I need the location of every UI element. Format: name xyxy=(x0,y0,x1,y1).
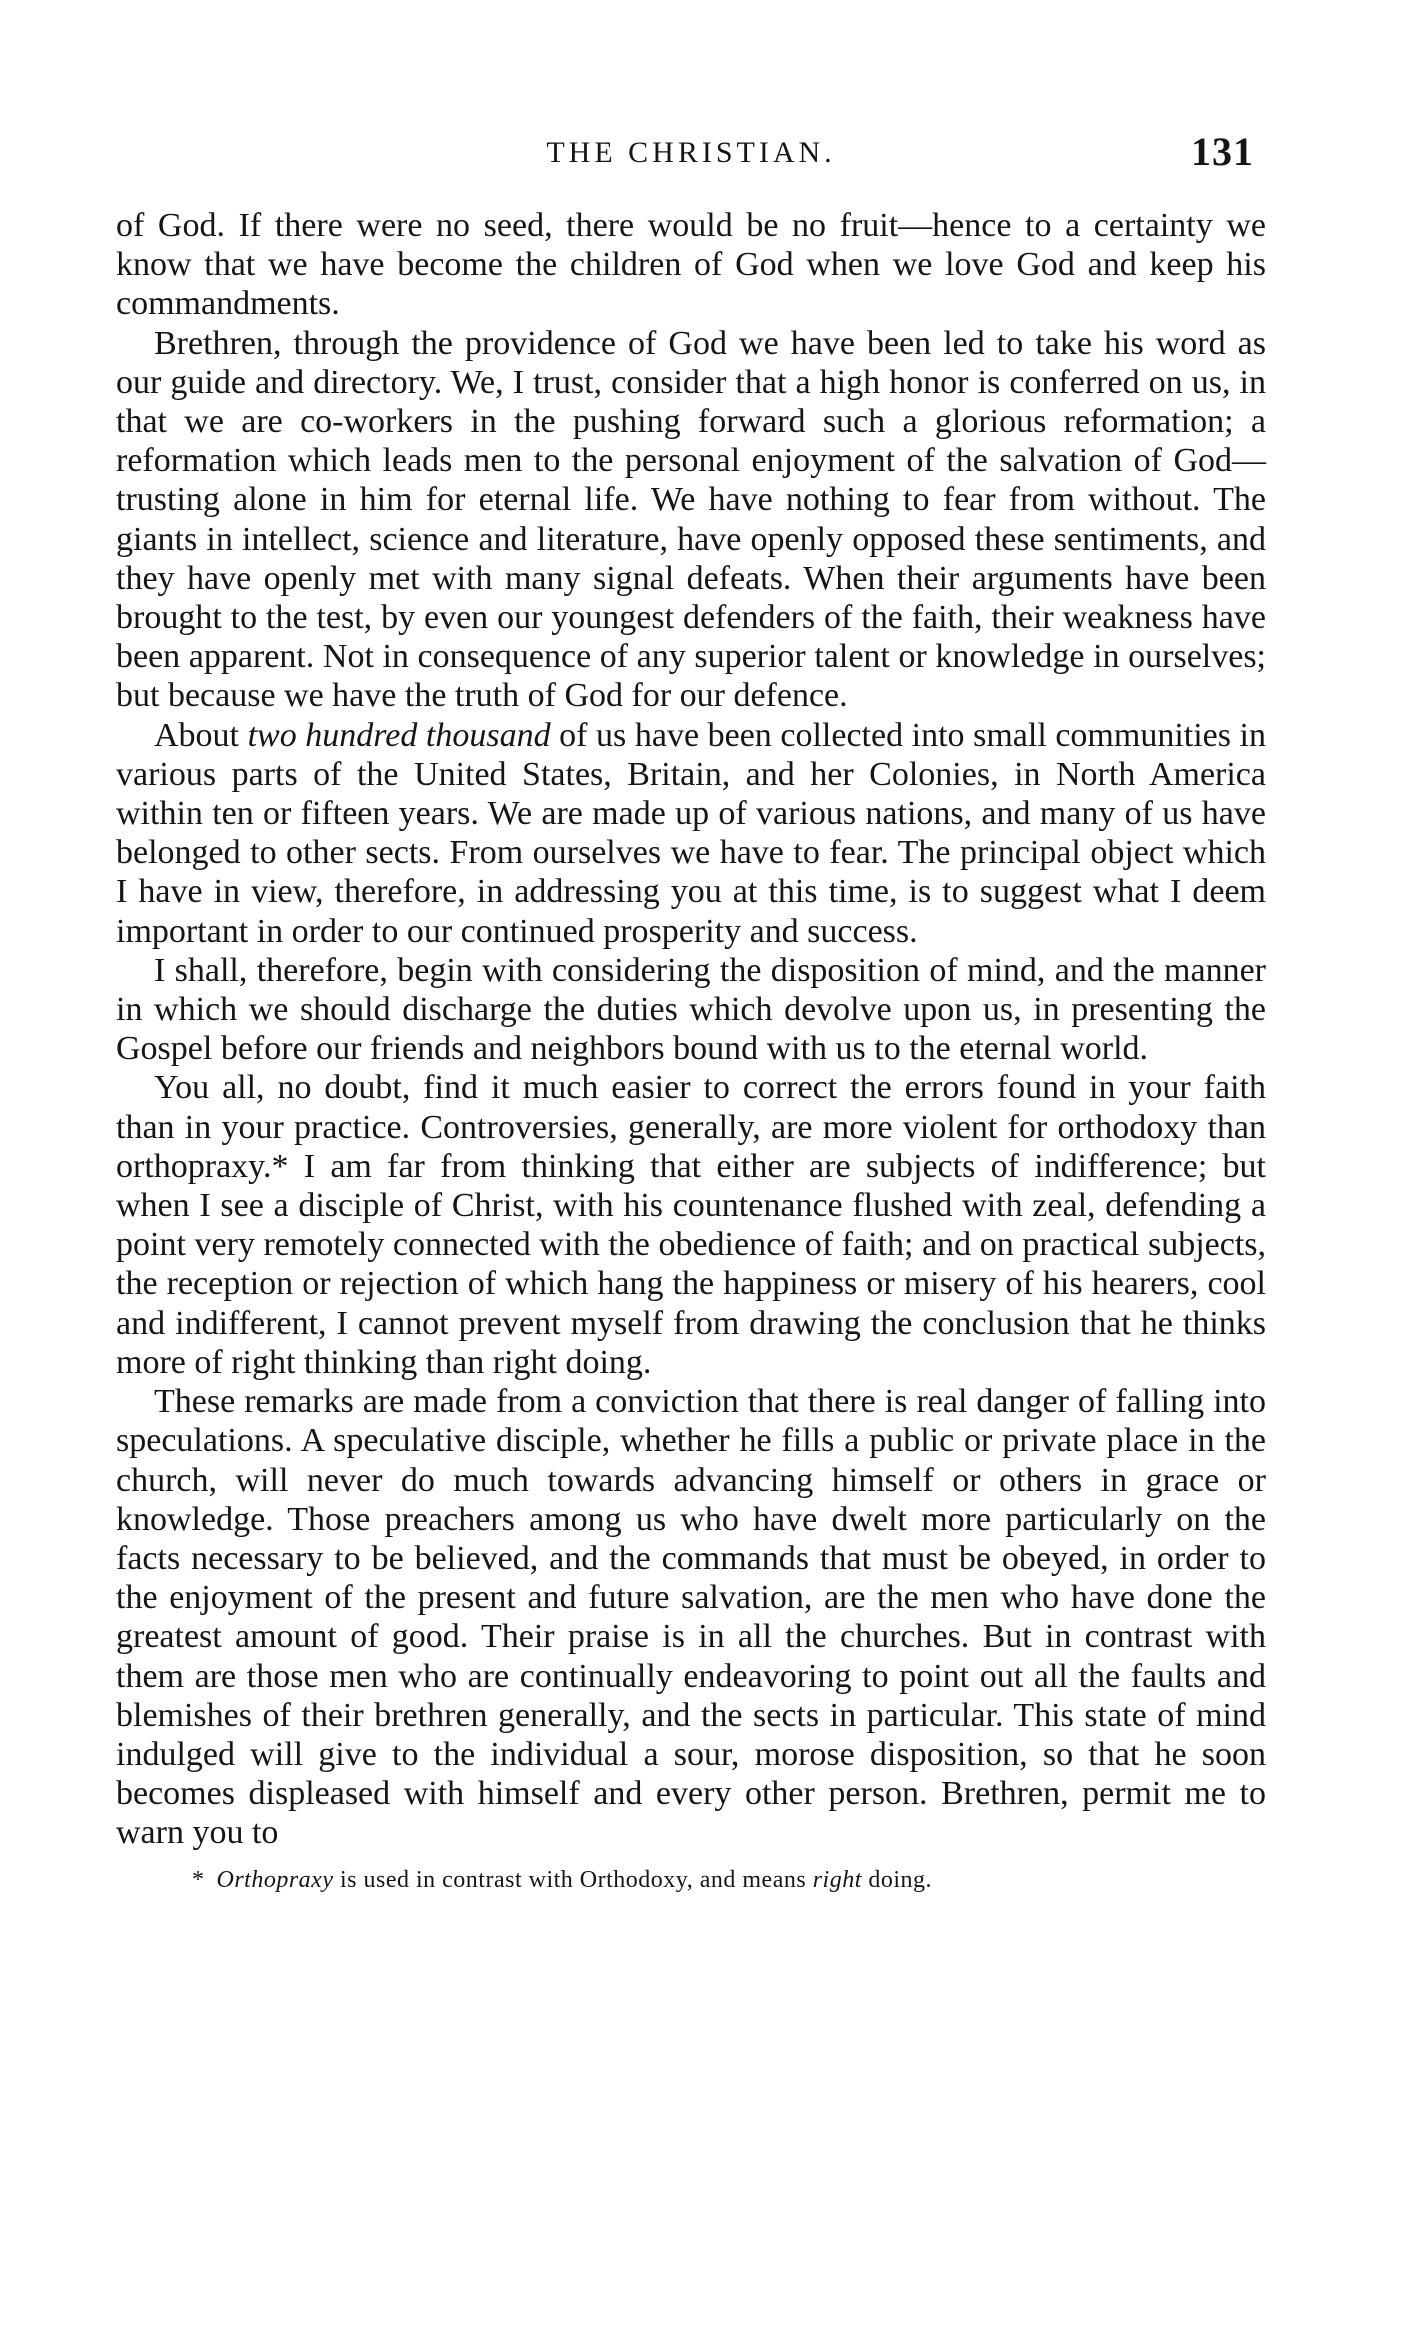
paragraph: I shall, therefore, begin with considering the disposition of mind, and the manner in which we should discharge the duties which devolve upon us, in presenting the Gospel before our friends and neighbors bound with us to the eternal world. xyxy=(116,951,1266,1068)
paragraph: of God. If there were no seed, there would be no fruit—hence to a certainty we know that we have become the children of God when we love God and keep his commandments. xyxy=(116,207,1266,323)
footnote-mark: * xyxy=(192,1866,205,1893)
paragraph: Brethren, through the providence of God we have been led to take his word as our guide and directory. We, I trust, consider that a high honor is conferred on us, in that we are co-workers in the pushing forward such a glorious reformation; a reformation which leads men to the personal enjoyment of the salvation of God—trusting alone in him for eternal life. We have nothing to fear from without. The giants in intellect, science and literature, have openly opposed these sentiments, and they have openly met with many signal defeats. When their arguments have been brought to the test, by even our youngest defenders of the faith, their weakness have been apparent. Not in consequence of any superior talent or knowledge in ourselves; but because we have the truth of God for our defence. xyxy=(116,324,1266,715)
paragraph-text: of us have been collected into small communities in various parts of the United States, Britain, and her Colonies, in North America within ten or fifteen years. We are made up of various nations, and many of us have belonged to other sects. From ourselves we have to fear. The principal object which I have in view, therefore, in addressing you at this time, is to suggest what I deem important in order to our continued prosperity and success. xyxy=(116,716,1267,950)
body-text xyxy=(116,206,1266,1853)
page-number: 131 xyxy=(1191,129,1254,174)
emphasis-text: two hundred thousand xyxy=(247,716,551,754)
paragraph-text: About xyxy=(154,716,248,754)
footnote-term: Orthopraxy xyxy=(216,1866,334,1893)
footnote-emphasis: right xyxy=(812,1866,862,1893)
running-title: THE CHRISTIAN. xyxy=(546,136,836,169)
footnote-text-end: doing. xyxy=(861,1866,933,1893)
footnote xyxy=(192,1865,1266,1895)
paragraph: You all, no doubt, find it much easier to correct the errors found in your faith than in your practice. Controversies, generally, are more violent for orthodoxy than orthopraxy.* I am far from thinking that either are subjects of indifference; but when I see a disciple of Christ, with his countenance flushed with zeal, defending a point very remotely connected with the obedience of faith; and on practical subjects, the reception or rejection of which hang the happiness or misery of his hearers, cool and indifferent, I cannot prevent myself from drawing the conclusion that he thinks more of right thinking than right doing. xyxy=(116,1069,1266,1381)
book-page xyxy=(116,128,1266,1895)
paragraph: These remarks are made from a conviction that there is real danger of falling into speculations. A speculative disciple, whether he fills a public or private place in the church, will never do much towards advancing himself or others in grace or knowledge. Those preachers among us who have dwelt more particularly on the facts necessary to be believed, and the commands that must be obeyed, in order to the enjoyment of the present and future salvation, are the men who have done the greatest amount of good. Their praise is in all the churches. But in contrast with them are those men who are continually endeavoring to point out all the faults and blemishes of their brethren generally, and the sects in particular. This state of mind indulged will give to the individual a sour, morose disposition, so that he soon becomes displeased with himself and every other person. Brethren, permit me to warn you to xyxy=(116,1383,1266,1852)
running-head xyxy=(116,128,1266,194)
footnote-text: is used in contrast with Orthodoxy, and means xyxy=(333,1866,813,1893)
paragraph xyxy=(116,716,1266,951)
